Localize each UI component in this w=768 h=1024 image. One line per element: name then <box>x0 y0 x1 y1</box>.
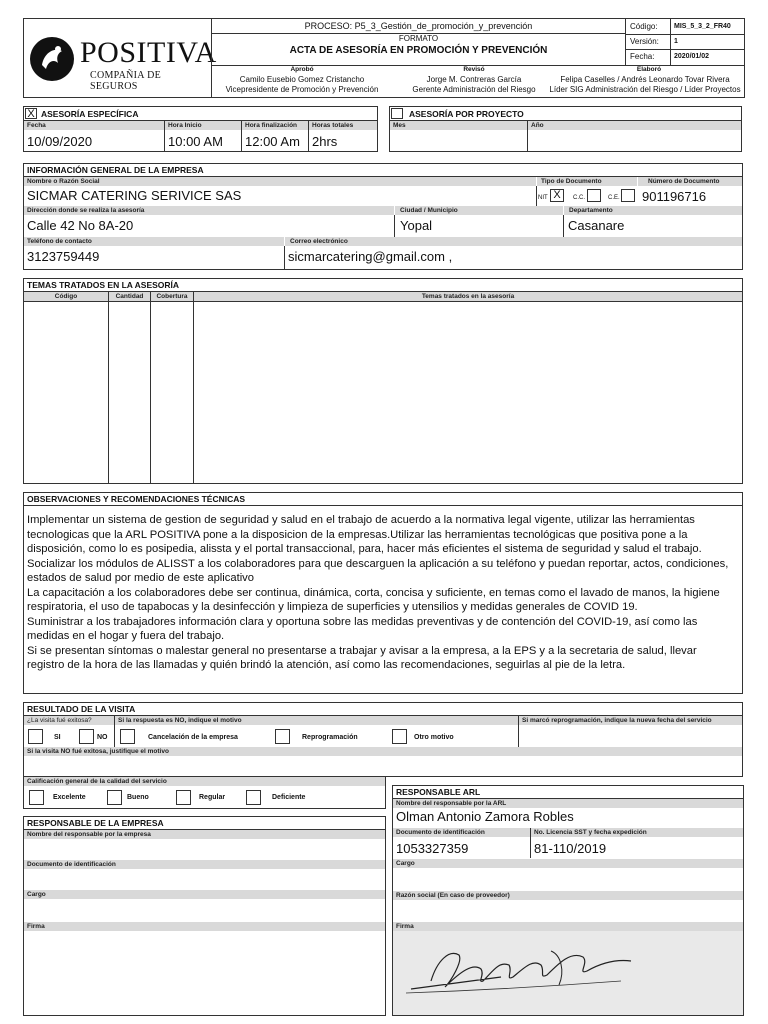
resp-arl-razon-label: Razón social (En caso de proveedor) <box>393 891 743 900</box>
temas-section-title: TEMAS TRATADOS EN LA ASESORÍA <box>24 279 742 292</box>
resp-arl-cargo-label: Cargo <box>393 859 743 868</box>
resp-arl-firma-label: Firma <box>393 922 743 931</box>
observacion-line: Implementar un sistema de gestion de seguridad y salud en el trabajo de acuerdo a la normativa legal vigente, utilizar las herramientas <box>27 514 695 526</box>
codigo-value: MIS_5_3_2_FR40 <box>674 23 731 30</box>
col-cobertura: Cobertura <box>151 292 193 301</box>
resp-empresa-firma-label: Firma <box>24 922 385 931</box>
process-name: PROCESO: P5_3_Gestión_de_promoción_y_prevención <box>304 21 533 31</box>
mes-label: Mes <box>390 121 527 130</box>
otro-checkbox[interactable] <box>392 729 407 744</box>
si-checkbox[interactable] <box>28 729 43 744</box>
resp-arl-title: RESPONSABLE ARL <box>393 786 743 799</box>
resp-arl-nombre-value[interactable]: Olman Antonio Zamora Robles <box>396 809 574 824</box>
resp-arl-firma-field[interactable] <box>393 931 743 1015</box>
handwritten-signature-icon <box>401 941 641 1001</box>
logo-text: POSITIVA <box>80 36 217 69</box>
positiva-emblem-icon <box>28 35 76 83</box>
num-doc-label: Número de Documento <box>638 177 742 186</box>
asesoria-especifica-section <box>23 106 378 152</box>
otro-label: Otro motivo <box>414 734 454 741</box>
resp-arl-doc-value[interactable]: 1053327359 <box>396 841 469 856</box>
document-header <box>23 18 745 98</box>
no-label: NO <box>97 734 108 741</box>
ce-checkbox[interactable] <box>621 189 635 202</box>
reviso-name: Jorge M. Contreras García <box>426 75 522 84</box>
anio-label: Año <box>528 121 741 130</box>
observacion-line: tecnologicas que la ARL POSITIVA pone a la disposicion de la empresas.Utilizar las herramientas tecnológicas que positiva pone a la <box>27 528 688 541</box>
justifique-field[interactable] <box>24 756 742 776</box>
resp-empresa-title: RESPONSABLE DE LA EMPRESA <box>24 817 385 830</box>
num-doc-value[interactable]: 901196716 <box>642 189 707 204</box>
observacion-line: Socializar los módulos de ALISST a los colaboradores para que descarguen la aplicación a su teléfono y puedan reportar, actos, condiciones, <box>27 557 729 570</box>
regular-label: Regular <box>199 794 226 801</box>
resp-empresa-cargo-label: Cargo <box>24 890 385 899</box>
resp-arl-licencia-value[interactable]: 81-110/2019 <box>534 841 607 856</box>
hora-fin-label: Hora finalización <box>242 121 308 130</box>
calidad-section <box>23 777 386 809</box>
horas-totales-value[interactable]: 2hrs <box>312 134 338 149</box>
resp-empresa-doc-field[interactable] <box>24 869 385 890</box>
fecha-value[interactable]: 10/09/2020 <box>27 134 93 149</box>
especifica-label: ASESORÍA ESPECÍFICA <box>41 109 139 119</box>
reprogramacion-label: Reprogramación <box>302 734 358 741</box>
direccion-label: Dirección donde se realiza la asesoría <box>24 206 394 215</box>
tipo-doc-label: Tipo de Documento <box>537 177 637 186</box>
temas-section <box>23 278 743 484</box>
deficiente-label: Deficiente <box>272 794 306 801</box>
ciudad-label: Ciudad / Municipio <box>395 206 563 215</box>
cancel-checkbox[interactable] <box>120 729 135 744</box>
observacion-line: respiratoria, el uso de tapabocas y la desinfección y limpieza de superficies y utensilios y medidas generales de COVID 19. <box>27 601 638 613</box>
nit-label: NIT <box>538 195 548 201</box>
direccion-value[interactable]: Calle 42 No 8A-20 <box>27 218 134 233</box>
razon-label: Nombre o Razón Social <box>24 177 536 186</box>
fecha-value: 2020/01/02 <box>674 53 710 60</box>
observaciones-section-title: OBSERVACIONES Y RECOMENDACIONES TÉCNICAS <box>24 493 742 506</box>
si-label: SI <box>54 734 61 741</box>
resp-empresa-nombre-label: Nombre del responsable por la empresa <box>24 830 385 839</box>
cc-label: C.C. <box>573 195 585 201</box>
version-label: Versión: <box>630 37 659 46</box>
fecha-label: Fecha: <box>630 52 655 61</box>
observaciones-text[interactable] <box>27 513 739 673</box>
temas-table-body[interactable] <box>24 302 742 483</box>
reprogramacion-checkbox[interactable] <box>275 729 290 744</box>
resp-empresa-firma-field[interactable] <box>24 931 385 1015</box>
elaboro-role: Líder SIG Administración del Riesgo / Líder Proyectos <box>549 85 741 94</box>
exitosa-label: ¿La visita fué exitosa? <box>24 716 114 725</box>
aprobo-name: Camilo Eusebio Gomez Cristancho <box>239 75 365 84</box>
reprog-label: Si marcó reprogramación, indique la nueva fecha del servicio <box>519 716 742 725</box>
observacion-line: disposición, como lo es posipedia, alissta y el portal transaccional, para, hacer más eficientes el sistema de seguridad y salud el trabajo. <box>27 543 702 555</box>
proyecto-checkbox[interactable] <box>391 108 403 119</box>
company-logo <box>24 19 217 97</box>
excelente-label: Excelente <box>53 794 86 801</box>
resp-empresa-nombre-field[interactable] <box>24 839 385 859</box>
resultado-section <box>23 702 743 777</box>
empresa-section-title: INFORMACIÓN GENERAL DE LA EMPRESA <box>24 164 742 177</box>
telefono-value[interactable]: 3123759449 <box>27 249 100 264</box>
document-title: ACTA DE ASESORÍA EN PROMOCIÓN Y PREVENCIÓN <box>289 45 548 56</box>
resp-arl-cargo-field[interactable] <box>393 868 743 890</box>
resp-arl-razon-field[interactable] <box>393 900 743 922</box>
cancel-label: Cancelación de la empresa <box>148 734 238 741</box>
empresa-section <box>23 163 743 270</box>
correo-label: Correo electrónico <box>285 237 742 246</box>
aprobo-label: Aprobó <box>290 66 314 73</box>
resp-arl-section <box>392 785 744 1016</box>
asesoria-proyecto-section <box>389 106 742 152</box>
observacion-line: registro de la hora de las llamadas y quién brindó la atención, así como las recomendaciones, seguirlas al pie de la letra. <box>27 659 626 671</box>
version-value: 1 <box>674 38 678 45</box>
col-codigo: Código <box>24 292 108 301</box>
bueno-checkbox[interactable] <box>107 790 122 805</box>
razon-value[interactable]: SICMAR CATERING SERIVICE SAS <box>27 188 242 203</box>
calidad-label: Calificación general de la calidad del servicio <box>24 777 385 786</box>
resp-empresa-doc-label: Documento de identificación <box>24 860 385 869</box>
col-temas: Temas tratados en la asesoría <box>194 292 742 301</box>
motivo-label: Si la respuesta es NO, indique el motivo <box>115 716 518 725</box>
aprobo-role: Vicepresidente de Promoción y Prevención <box>225 85 379 94</box>
deficiente-checkbox[interactable] <box>246 790 261 805</box>
telefono-label: Teléfono de contacto <box>24 237 284 246</box>
format-label: FORMATO <box>398 34 439 43</box>
resp-empresa-section <box>23 816 386 1016</box>
resultado-section-title: RESULTADO DE LA VISITA <box>24 703 742 716</box>
resp-empresa-cargo-field[interactable] <box>24 899 385 921</box>
elaboro-name: Felipa Caselles / Andrés Leonardo Tovar Rivera <box>560 75 730 84</box>
observacion-line: medidas en el hogar y fuera del trabajo. <box>27 630 225 642</box>
hora-inicio-label: Hora Inicio <box>165 121 241 130</box>
ce-label: C.E. <box>608 195 620 201</box>
codigo-label: Código: <box>630 22 658 31</box>
cc-checkbox[interactable] <box>587 189 601 202</box>
ciudad-value[interactable]: Yopal <box>400 218 433 233</box>
resp-arl-doc-label: Documento de identificación <box>393 828 530 837</box>
elaboro-label: Elaboró <box>636 66 662 73</box>
especifica-checkbox[interactable]: X <box>25 108 37 119</box>
nueva-fecha-field[interactable] <box>519 725 742 747</box>
observacion-line: estados de salud por medio de este aplicativo <box>27 572 255 584</box>
nit-checkbox[interactable]: X <box>550 189 564 202</box>
observacion-line: La capacitación a los colaboradores debe ser continua, dinámica, corta, concisa y suficiente, en temas como el lavado de manos, la higiene <box>27 586 720 599</box>
regular-checkbox[interactable] <box>176 790 191 805</box>
depto-label: Departamento <box>564 206 742 215</box>
resp-arl-nombre-label: Nombre del responsable por la ARL <box>393 799 743 808</box>
logo-subtitle: COMPAÑIA DE SEGUROS <box>90 70 162 92</box>
bueno-label: Bueno <box>127 794 149 801</box>
no-checkbox[interactable] <box>79 729 94 744</box>
reviso-role: Gerente Administración del Riesgo <box>412 85 536 94</box>
correo-value[interactable]: sicmarcatering@gmail.com , <box>288 249 453 264</box>
proyecto-label: ASESORÍA POR PROYECTO <box>409 109 524 119</box>
col-cantidad: Cantidad <box>109 292 150 301</box>
excelente-checkbox[interactable] <box>29 790 44 805</box>
horas-totales-label: Horas totales <box>309 121 377 130</box>
hora-fin-value[interactable]: 12:00 Am <box>245 134 300 149</box>
reviso-label: Revisó <box>463 66 485 73</box>
observacion-line: Si se presentan síntomas o malestar general no presentarse a trabajar y avisar a la empresa, a la EPS y a la secretaria de salud, llevar <box>27 644 697 657</box>
hora-inicio-value[interactable]: 10:00 AM <box>168 134 223 149</box>
observaciones-section <box>23 492 743 694</box>
depto-value[interactable]: Casanare <box>568 218 625 233</box>
observacion-line: Suministrar a los trabajadores información clara y oportuna sobre las medidas preventivas y de contención del COVID-19, así como las <box>27 615 698 628</box>
justifique-label: Si la visita NO fué exitosa, justifique el motivo <box>24 747 742 756</box>
resp-arl-licencia-label: No. Licencia SST y fecha expedición <box>531 828 743 837</box>
fecha-label: Fecha <box>24 121 164 130</box>
